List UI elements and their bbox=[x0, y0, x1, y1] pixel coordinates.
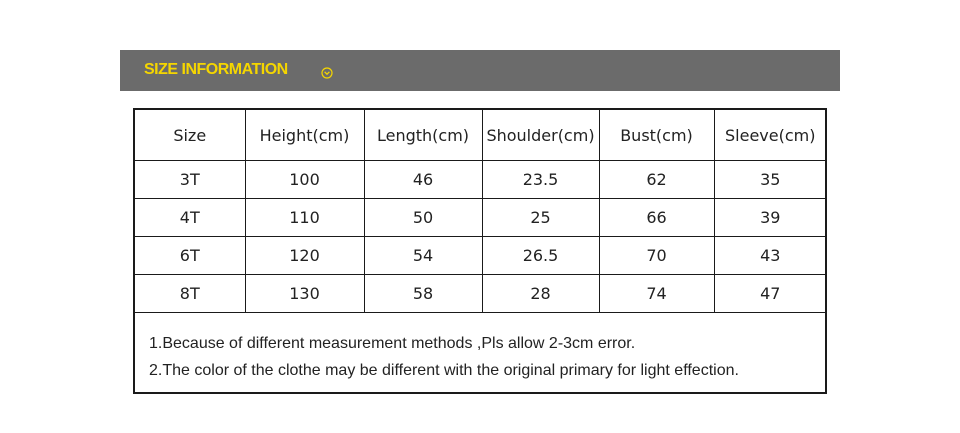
cell-length: 50 bbox=[364, 199, 482, 237]
cell-height: 130 bbox=[245, 275, 364, 313]
cell-sleeve: 43 bbox=[714, 237, 826, 275]
size-grid bbox=[135, 110, 826, 313]
size-info-banner bbox=[120, 50, 840, 91]
cell-size: 4T bbox=[135, 199, 245, 237]
cell-bust: 66 bbox=[599, 199, 714, 237]
cell-length: 54 bbox=[364, 237, 482, 275]
cell-height: 110 bbox=[245, 199, 364, 237]
cell-length: 46 bbox=[364, 161, 482, 199]
notes bbox=[149, 330, 739, 384]
header-length: Length(cm) bbox=[364, 110, 482, 161]
header-shoulder: Shoulder(cm) bbox=[482, 110, 599, 161]
cell-shoulder: 25 bbox=[482, 199, 599, 237]
banner-title: SIZE INFORMATION bbox=[144, 61, 288, 78]
header-sleeve: Sleeve(cm) bbox=[714, 110, 826, 161]
cell-sleeve: 39 bbox=[714, 199, 826, 237]
cell-shoulder: 26.5 bbox=[482, 237, 599, 275]
cell-height: 120 bbox=[245, 237, 364, 275]
table-row bbox=[135, 237, 826, 275]
note-color-difference: 2.The color of the clothe may be different with the original primary for light effection. bbox=[149, 362, 739, 379]
size-table bbox=[133, 108, 827, 394]
table-row bbox=[135, 161, 826, 199]
cell-bust: 74 bbox=[599, 275, 714, 313]
cell-size: 6T bbox=[135, 237, 245, 275]
cell-size: 8T bbox=[135, 275, 245, 313]
cell-shoulder: 23.5 bbox=[482, 161, 599, 199]
table-row bbox=[135, 199, 826, 237]
cell-size: 3T bbox=[135, 161, 245, 199]
header-row bbox=[135, 110, 826, 161]
header-height: Height(cm) bbox=[245, 110, 364, 161]
cell-sleeve: 47 bbox=[714, 275, 826, 313]
cell-sleeve: 35 bbox=[714, 161, 826, 199]
note-measurement-error: 1.Because of different measurement methods ,Pls allow 2-3cm error. bbox=[149, 335, 636, 352]
cell-bust: 70 bbox=[599, 237, 714, 275]
header-bust: Bust(cm) bbox=[599, 110, 714, 161]
header-size: Size bbox=[135, 110, 245, 161]
cell-bust: 62 bbox=[599, 161, 714, 199]
table-row bbox=[135, 275, 826, 313]
cell-length: 58 bbox=[364, 275, 482, 313]
cell-height: 100 bbox=[245, 161, 364, 199]
chevron-down-circle-icon[interactable] bbox=[321, 64, 333, 76]
cell-shoulder: 28 bbox=[482, 275, 599, 313]
